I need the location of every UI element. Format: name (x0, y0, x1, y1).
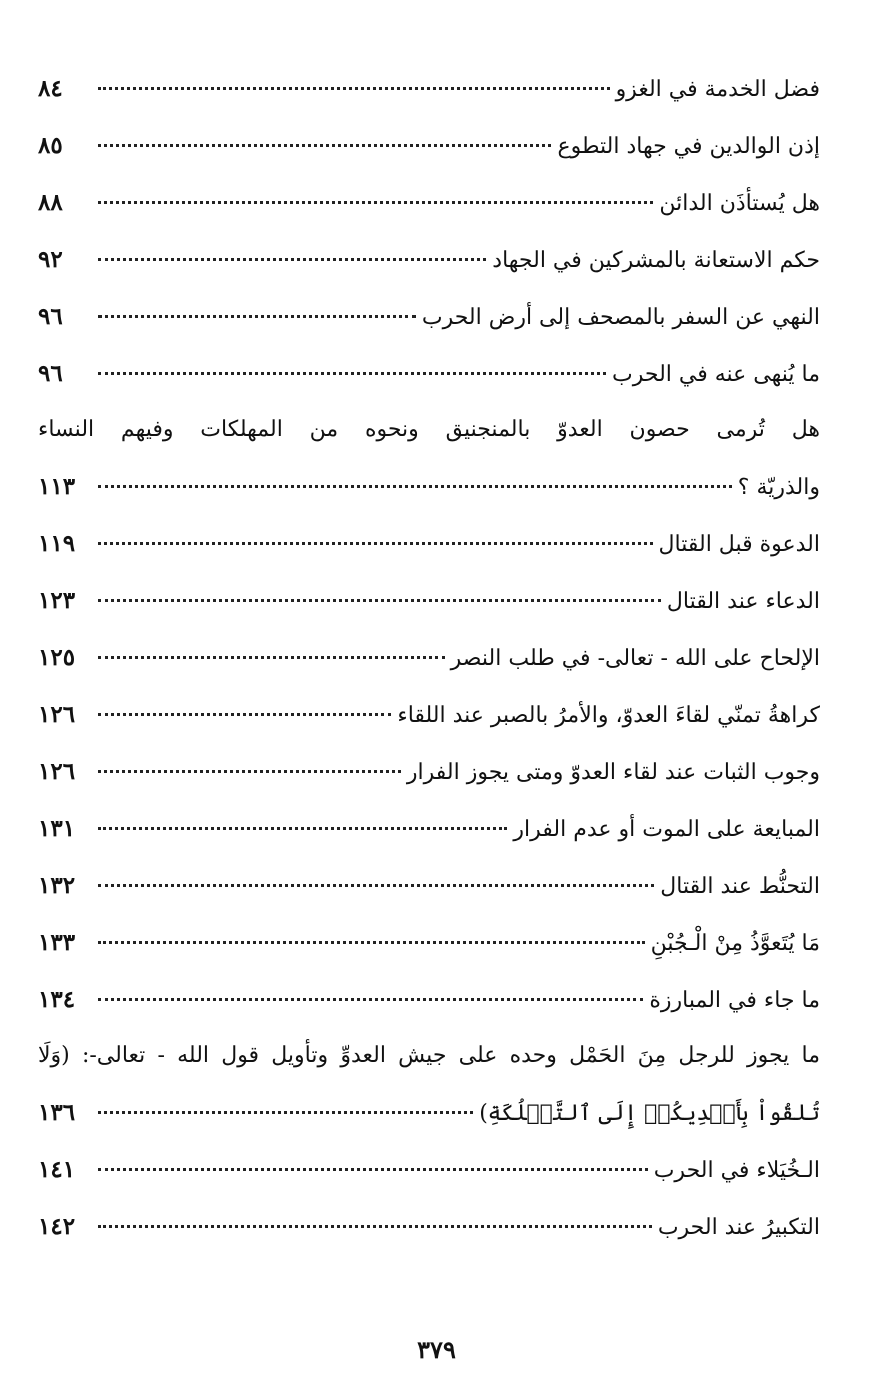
toc-entry (38, 1198, 820, 1255)
toc-entry-page: ١٣٦ (38, 1099, 76, 1126)
toc-entry (38, 60, 820, 117)
dot-leader (98, 656, 445, 659)
dot-leader (98, 542, 653, 545)
toc-entry-title: مَا يُتَعوَّذُ مِنْ الْـجُبْنِ (650, 931, 820, 956)
toc-entry-title: كراهةُ تمنّي لقاءَ العدوّ، والأمرُ بالصبر عند اللقاء (397, 703, 820, 728)
toc-entry-multiline (38, 1028, 820, 1141)
toc-entry-page: ٨٨ (38, 189, 63, 216)
dot-leader (98, 599, 661, 602)
dot-leader (98, 998, 643, 1001)
toc-entry-page: ٩٦ (38, 360, 63, 387)
toc-entry-title-line1: ما يجوز للرجل مِنَ الحَمْل وحده على جيش العدوِّ وتأويل قول الله - تعالى-: (وَلَا (38, 1043, 820, 1068)
toc-entry-page: ٩٢ (38, 246, 63, 273)
toc-entry-page: ١١٩ (38, 530, 76, 557)
toc-entry-title: ما يُنهى عنه في الحرب (612, 362, 820, 387)
toc-entry-title-line1: هل تُرمى حصون العدوّ بالمنجنيق ونحوه من المهلكات وفيهم النساء (38, 417, 820, 442)
toc-entry-page: ١٢٦ (38, 758, 76, 785)
toc-entry-title-line2: تُلقُواْ بِأَيۡدِيكُمۡ إِلَى ٱلتَّهۡلُكَةِ) (479, 1101, 820, 1126)
toc-entry (38, 971, 820, 1028)
dot-leader (98, 1111, 473, 1114)
toc-entry-title: التحنُّط عند القتال (660, 874, 820, 899)
toc-entry-title: الدعاء عند القتال (666, 589, 820, 614)
toc-entry-title: ما جاء في المبارزة (649, 988, 820, 1013)
dot-leader (98, 770, 401, 773)
toc-entry (38, 117, 820, 174)
dot-leader (98, 827, 507, 830)
dot-leader (98, 884, 654, 887)
dot-leader (98, 372, 606, 375)
toc-entry (38, 629, 820, 686)
toc-entry-page: ١٣١ (38, 815, 76, 842)
dot-leader (98, 87, 610, 90)
toc-entry (38, 515, 820, 572)
toc-entry-line2 (38, 1084, 820, 1141)
toc-entry-title: فضل الخدمة في الغزو (615, 77, 820, 102)
toc-entry (38, 288, 820, 345)
toc-entry (38, 174, 820, 231)
toc-entry (38, 857, 820, 914)
toc-entry (38, 743, 820, 800)
dot-leader (98, 201, 653, 204)
toc-entry (38, 800, 820, 857)
toc-entry-page: ١٣٣ (38, 929, 76, 956)
page-number: ٣٧٩ (417, 1335, 456, 1364)
toc-entry-title: إذن الوالدين في جهاد التطوع (557, 134, 820, 159)
toc-entry-page: ١١٣ (38, 473, 76, 500)
dot-leader (98, 315, 416, 318)
toc-entry-title: الـخُيَلاء في الحرب (653, 1158, 820, 1183)
toc-entry-title-line2: والذريّة ؟ (737, 475, 820, 500)
toc-entry-page: ١٣٤ (38, 986, 76, 1013)
dot-leader (98, 144, 551, 147)
toc-entry-title: النهي عن السفر بالمصحف إلى أرض الحرب (421, 305, 820, 330)
toc-entry (38, 231, 820, 288)
toc-entry-page: ١٣٢ (38, 872, 76, 899)
toc-entry-title: حكم الاستعانة بالمشركين في الجهاد (492, 248, 820, 273)
toc-entry-page: ١٢٥ (38, 644, 76, 671)
toc-entry (38, 914, 820, 971)
dot-leader (98, 713, 391, 716)
dot-leader (98, 258, 486, 261)
toc-entry-title: التكبيرُ عند الحرب (657, 1215, 820, 1240)
toc-entry (38, 572, 820, 629)
dot-leader (98, 941, 645, 944)
toc-entry-page: ٨٤ (38, 75, 63, 102)
toc-entry-page: ١٢٦ (38, 701, 76, 728)
dot-leader (98, 1168, 648, 1171)
toc-entry-page: ١٤١ (38, 1156, 76, 1183)
toc-entry-page: ٩٦ (38, 303, 63, 330)
toc-entry (38, 1141, 820, 1198)
toc-entry (38, 345, 820, 402)
toc-entry-title: الدعوة قبل القتال (658, 532, 820, 557)
dot-leader (98, 1225, 652, 1228)
dot-leader (98, 485, 732, 488)
table-of-contents (38, 60, 820, 1255)
toc-entry-page: ٨٥ (38, 132, 63, 159)
toc-entry (38, 686, 820, 743)
toc-entry-page: ١٤٢ (38, 1213, 76, 1240)
toc-entry-title: وجوب الثبات عند لقاء العدوّ ومتى يجوز الفرار (406, 760, 820, 785)
toc-entry-line2 (38, 458, 820, 515)
toc-entry-title: الإلحاح على الله - تعالى- في طلب النصر (450, 646, 820, 671)
toc-entry-title: المبايعة على الموت أو عدم الفرار (513, 817, 820, 842)
toc-entry-title: هل يُستأذَن الدائن (659, 191, 820, 216)
toc-entry-multiline (38, 402, 820, 515)
toc-entry-page: ١٢٣ (38, 587, 76, 614)
